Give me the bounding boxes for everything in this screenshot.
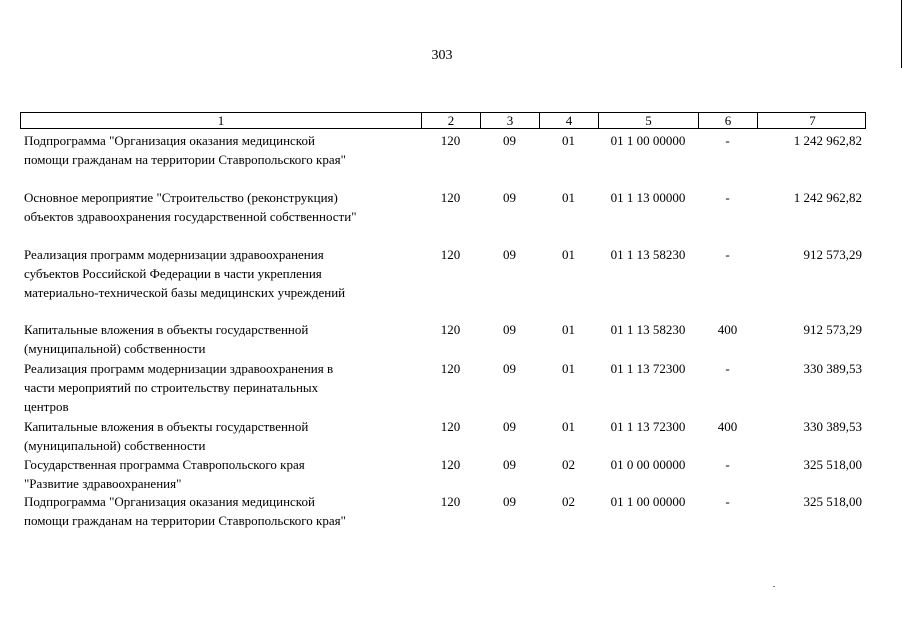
row-name-line: части мероприятий по строительству перинатальных: [24, 380, 319, 395]
header-col-7: 7: [809, 113, 816, 128]
row-col-7: 912 573,29: [803, 247, 862, 262]
header-col-5: 5: [599, 113, 699, 128]
row-col-3: 09: [503, 494, 516, 509]
row-col-2: 120: [440, 190, 461, 205]
row-name-line: Реализация программ модернизации здравоохранения: [24, 247, 324, 262]
row-col-3: 09: [503, 361, 516, 376]
row-name-line: объектов здравоохранения государственной собственности": [24, 209, 357, 224]
row-col-6: -: [725, 247, 730, 262]
row-name: [24, 359, 419, 416]
row-col-4: 01: [562, 190, 575, 205]
header-col-1: 1: [21, 113, 422, 128]
row-col-6: 400: [717, 419, 738, 434]
row-col-2: 120: [440, 457, 461, 472]
row-col-4: 01: [562, 419, 575, 434]
row-col-2: 120: [440, 361, 461, 376]
row-col-2: 120: [440, 322, 461, 337]
row-col-6: -: [725, 494, 730, 509]
row-col-3: 09: [503, 133, 516, 148]
row-col-3: 09: [503, 247, 516, 262]
row-col-4: 02: [562, 457, 575, 472]
row-col-6: -: [725, 190, 730, 205]
page-number: 303: [431, 48, 453, 63]
row-col-4: 02: [562, 494, 575, 509]
row-name: [24, 320, 419, 358]
scan-mark: [773, 586, 775, 587]
row-name-line: (муниципальной) собственности: [24, 341, 206, 356]
row-name-line: Основное мероприятие "Строительство (реконструкция): [24, 190, 338, 205]
row-col-2: 120: [440, 133, 461, 148]
row-col-4: 01: [562, 361, 575, 376]
row-name-line: материально-технической базы медицинских учреждений: [24, 285, 346, 300]
row-col-5: 01 1 13 58230: [610, 247, 686, 262]
row-name-line: Подпрограмма "Организация оказания медицинской: [24, 494, 315, 509]
header-col-6: 6: [699, 113, 758, 128]
row-col-5: 01 1 13 72300: [610, 361, 686, 376]
row-col-3: 09: [503, 457, 516, 472]
row-name-line: Капитальные вложения в объекты государственной: [24, 419, 309, 434]
row-col-5: 01 1 00 00000: [610, 133, 686, 148]
row-col-5: 01 1 13 72300: [610, 419, 686, 434]
table-header: [20, 112, 866, 129]
row-name: [24, 245, 419, 302]
row-col-5: 01 1 13 00000: [610, 190, 686, 205]
row-col-7: 912 573,29: [803, 322, 862, 337]
page-edge-line: [901, 0, 902, 68]
row-col-7: 325 518,00: [803, 494, 862, 509]
row-name-line: помощи гражданам на территории Ставропольского края": [24, 152, 346, 167]
row-name: [24, 131, 419, 169]
row-col-7: 330 389,53: [803, 361, 862, 376]
row-name: [24, 188, 419, 226]
row-col-7: 325 518,00: [803, 457, 862, 472]
row-name-line: "Развитие здравоохранения": [24, 476, 182, 491]
row-col-3: 09: [503, 190, 516, 205]
row-name-line: помощи гражданам на территории Ставропольского края": [24, 513, 346, 528]
row-col-3: 09: [503, 322, 516, 337]
row-name-line: Реализация программ модернизации здравоохранения в: [24, 361, 334, 376]
header-col-2: 2: [422, 113, 481, 128]
header-col-4: 4: [540, 113, 599, 128]
row-name-line: (муниципальной) собственности: [24, 438, 206, 453]
row-name-line: Капитальные вложения в объекты государственной: [24, 322, 309, 337]
row-col-6: -: [725, 457, 730, 472]
row-col-6: 400: [717, 322, 738, 337]
row-name: [24, 417, 419, 455]
row-col-7: 330 389,53: [803, 419, 862, 434]
row-name-line: центров: [24, 399, 69, 414]
row-col-4: 01: [562, 322, 575, 337]
row-col-4: 01: [562, 247, 575, 262]
row-col-2: 120: [440, 419, 461, 434]
row-col-6: -: [725, 361, 730, 376]
row-col-7: 1 242 962,82: [793, 190, 862, 205]
row-name-line: субъектов Российской Федерации в части укрепления: [24, 266, 322, 281]
row-name: [24, 455, 419, 493]
row-col-4: 01: [562, 133, 575, 148]
row-col-2: 120: [440, 247, 461, 262]
row-col-6: -: [725, 133, 730, 148]
row-name-line: Подпрограмма "Организация оказания медицинской: [24, 133, 315, 148]
row-name-line: Государственная программа Ставропольского края: [24, 457, 305, 472]
row-col-5: 01 0 00 00000: [610, 457, 686, 472]
row-name: [24, 492, 419, 530]
header-col-3: 3: [481, 113, 540, 128]
row-col-7: 1 242 962,82: [793, 133, 862, 148]
row-col-5: 01 1 00 00000: [610, 494, 686, 509]
row-col-2: 120: [440, 494, 461, 509]
row-col-3: 09: [503, 419, 516, 434]
row-col-5: 01 1 13 58230: [610, 322, 686, 337]
